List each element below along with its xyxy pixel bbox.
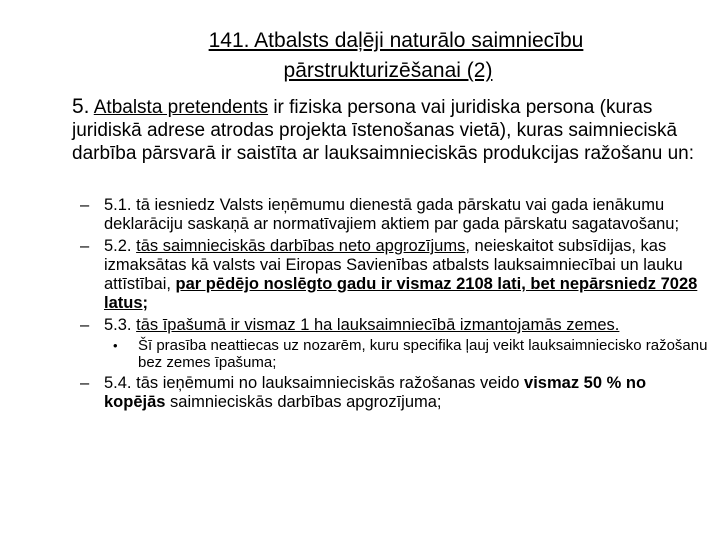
item-text: 5.4. tās ieņēmumi no lauksaimnieciskās ražošanas veido (104, 374, 525, 392)
item-bold-text: vismaz 50 % no kopējās (104, 374, 647, 411)
intro-paragraph (72, 95, 712, 165)
item-underlined-text: tās īpašumā ir vismaz 1 ha lauksaimniecībā izmantojamās zemes. (136, 316, 620, 334)
bullet-icon: • (113, 338, 118, 353)
list-item (80, 237, 710, 313)
intro-text: ir fiziska persona vai juridiska persona (kuras juridiskā adrese atrodas projekta īstenošanas vietā), kuras saimnieciskā darbība pārsvarā ir saistīta ar lauksaimnieciskās produkcijas ražošanu un: (72, 97, 695, 164)
item-text: , neieskaitot subsīdijas, kas izmaksātas kā valsts vai Eiropas Savienības atbalsts lauksaimniecībai un lauku attīstībai, (104, 237, 683, 293)
slide-title (0, 26, 720, 86)
item-prefix: 5.3. (104, 316, 137, 334)
sub-bullet-list (104, 337, 710, 371)
sub-bullet-text: Šī prasība neattiecas uz nozarēm, kuru specifika ļauj veikt lauksaimniecisko ražošanu bez zemes īpašuma; (138, 337, 708, 371)
list-item (80, 374, 710, 412)
item-bold-underlined-text: par pēdējo noslēgto gadu ir vismaz 2108 lati, bet nepārsniedz 7028 latus; (104, 275, 698, 312)
dash-marker: – (80, 237, 90, 255)
dash-marker: – (80, 374, 90, 392)
dash-marker: – (80, 196, 90, 214)
item-text-end: saimnieciskās darbības apgrozījuma; (165, 393, 442, 411)
intro-number: 5. (72, 95, 90, 118)
title-line-2: pārstrukturizēšanai (2) (283, 59, 493, 82)
list-item (80, 196, 710, 234)
item-prefix: 5.2. (104, 237, 137, 255)
intro-underlined-term: Atbalsta pretendents (93, 97, 269, 118)
title-line-1: 141. Atbalsts daļēji naturālo saimniecību (208, 29, 584, 52)
sub-bullet-item (104, 337, 710, 371)
item-text: 5.1. tā iesniedz Valsts ieņēmumu dienestā gada pārskatu vai gada ienākumu deklarāciju saskaņā ar normatīvajiem aktiem par gada pārskatu sagatavošanu; (104, 196, 680, 233)
dash-marker: – (80, 316, 90, 334)
requirements-list (80, 196, 710, 415)
item-underlined-text: tās saimnieciskās darbības neto apgrozījums (136, 237, 466, 255)
list-item (80, 316, 710, 371)
